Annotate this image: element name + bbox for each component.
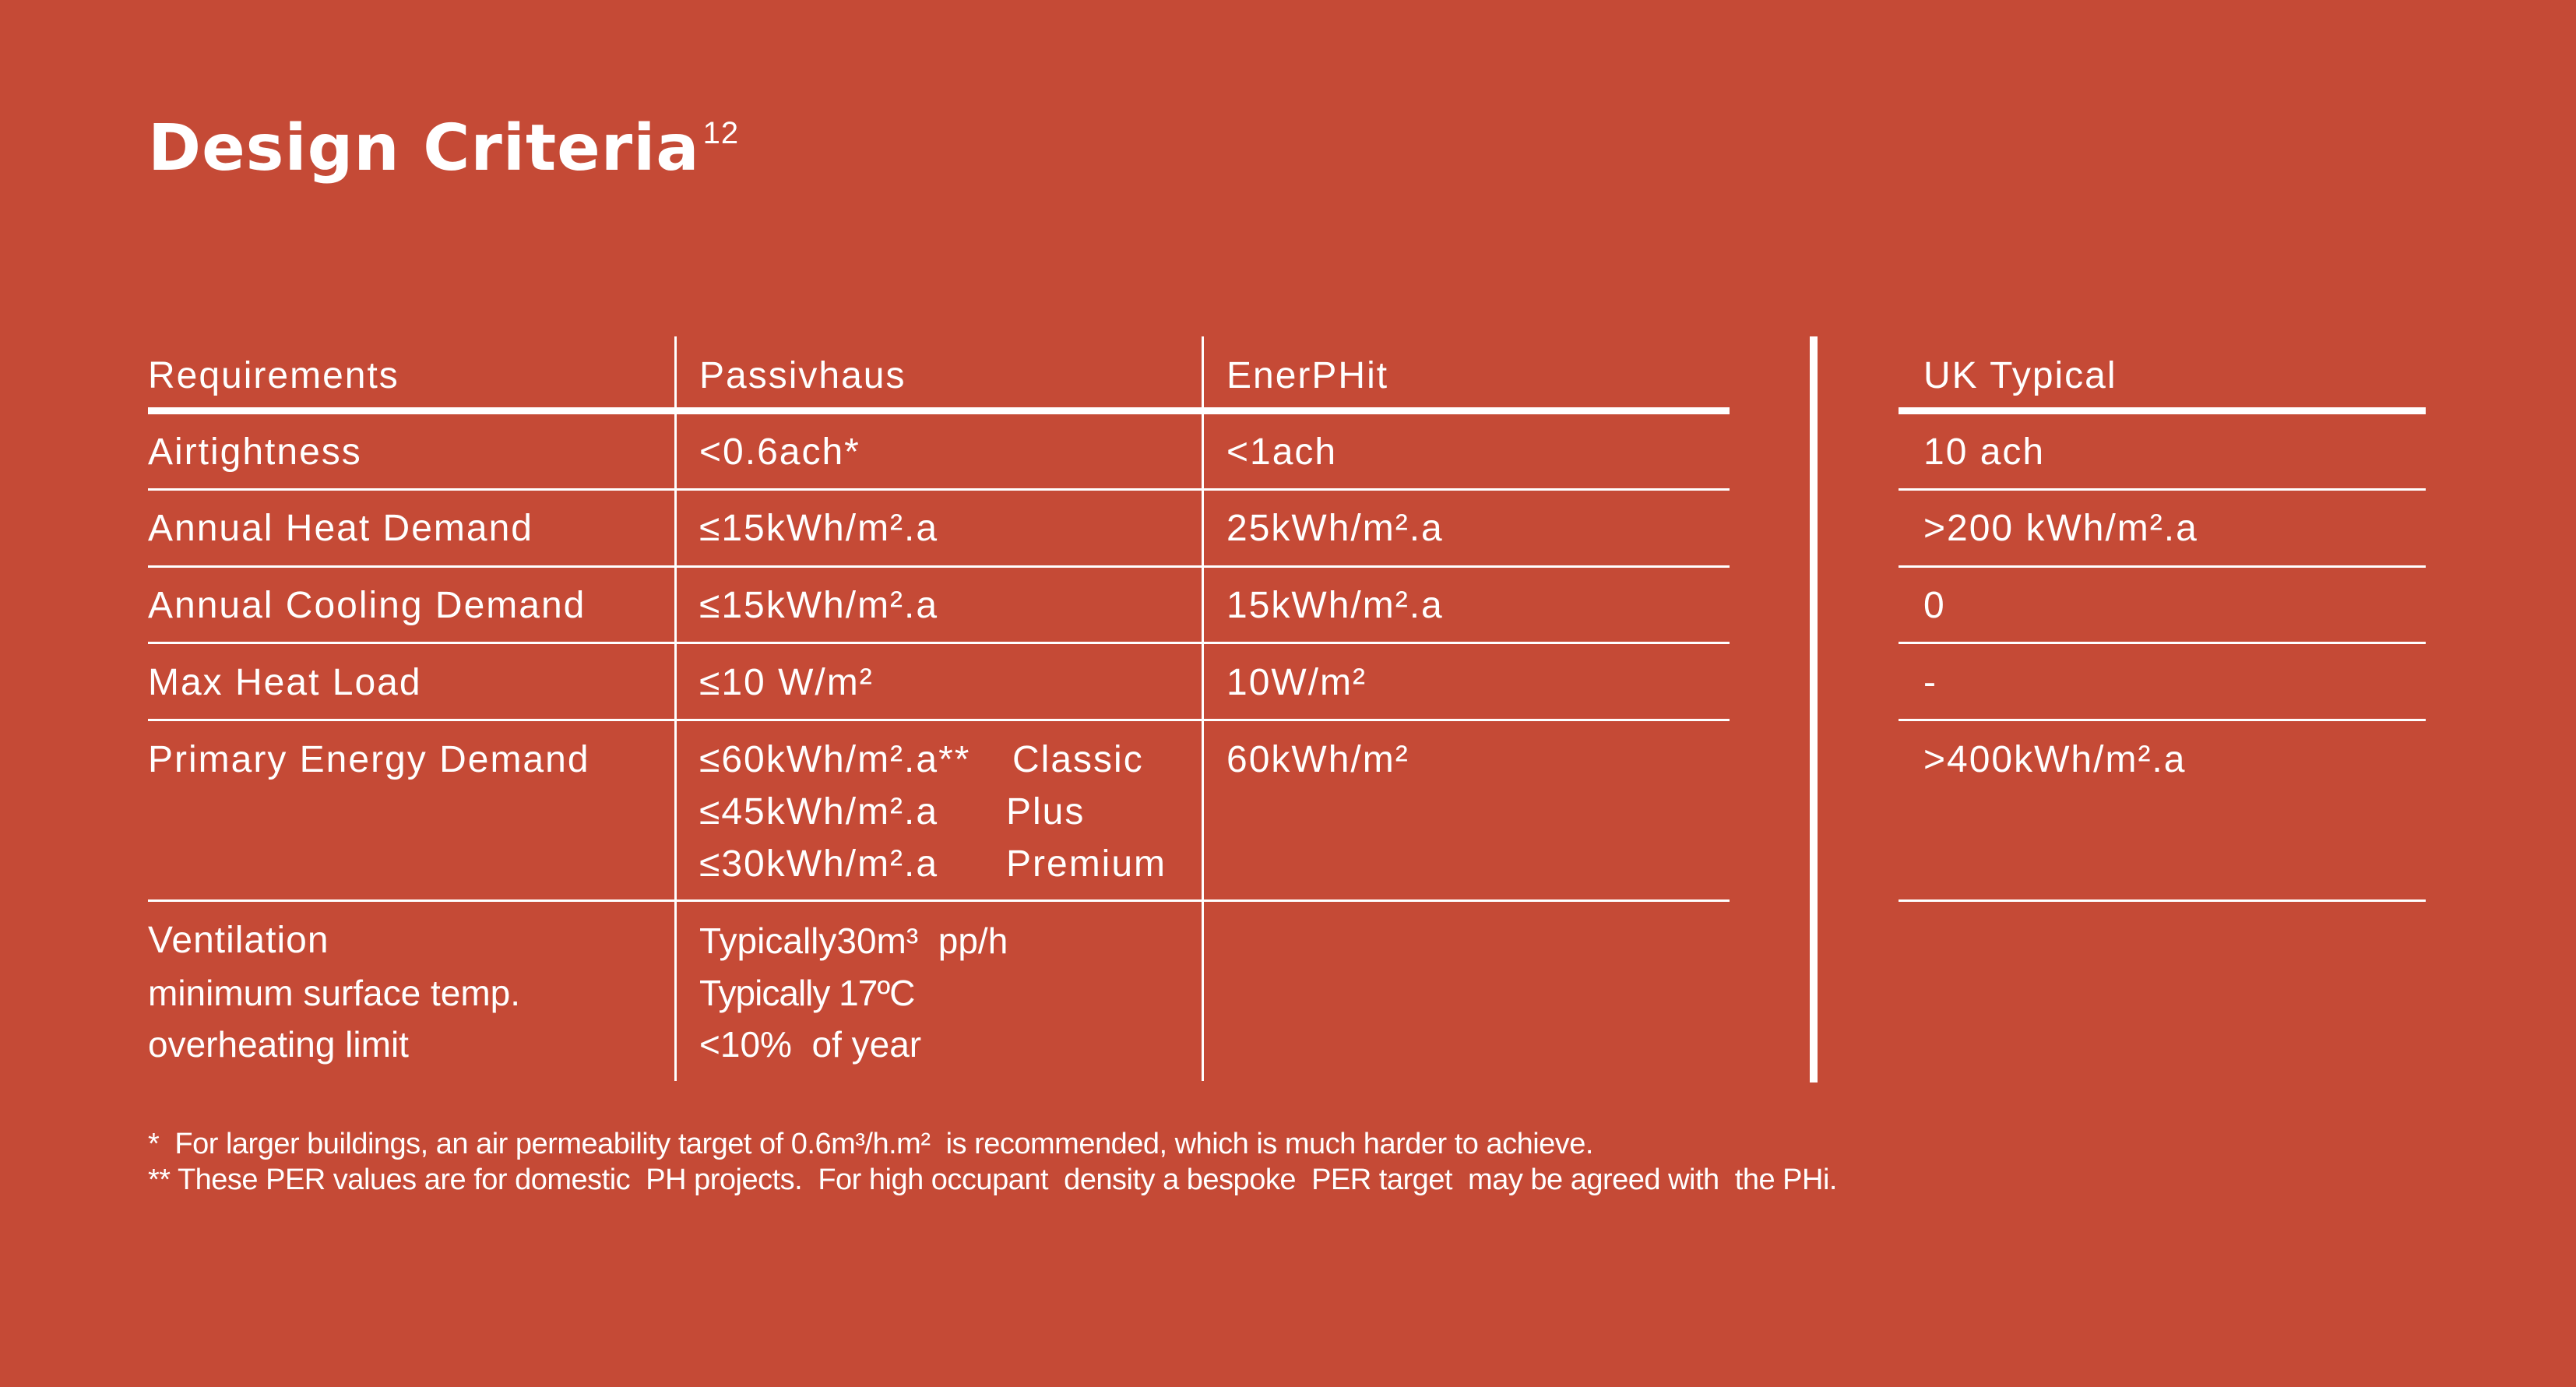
per-value: ≤60kWh/m².a** bbox=[699, 739, 971, 780]
per-value: ≤45kWh/m².a bbox=[699, 791, 939, 833]
row-rule bbox=[148, 719, 1730, 721]
header-enerphit: EnerPHit bbox=[1226, 355, 1389, 396]
table-cell: <1ach bbox=[1226, 431, 1338, 473]
title-reference: 12 bbox=[702, 116, 740, 150]
table-row-label: Primary Energy Demand bbox=[148, 739, 590, 780]
per-value: ≤30kWh/m².a bbox=[699, 843, 939, 885]
column-divider bbox=[674, 336, 677, 1081]
table-cell: - bbox=[1923, 662, 1937, 703]
table-cell: ≤15kWh/m².a bbox=[699, 508, 939, 549]
header-requirements: Requirements bbox=[148, 355, 399, 396]
row-rule bbox=[1899, 642, 2426, 644]
uk-separator bbox=[1810, 336, 1818, 1082]
row-rule bbox=[1899, 899, 2426, 902]
table-cell: >200 kWh/m².a bbox=[1923, 508, 2198, 549]
footnotes bbox=[148, 1126, 1837, 1198]
table-cell: 15kWh/m².a bbox=[1226, 585, 1444, 626]
row-rule bbox=[148, 565, 1730, 568]
table-cell: <0.6ach* bbox=[699, 431, 860, 473]
row-rule bbox=[148, 899, 1730, 902]
row-rule bbox=[1899, 565, 2426, 568]
row-rule bbox=[148, 488, 1730, 491]
footnote: * For larger buildings, an air permeability target of 0.6m³/h.m² is recommended, which is much harder to achieve. bbox=[148, 1128, 1593, 1160]
table-cell: ≤10 W/m² bbox=[699, 662, 874, 703]
header-rule-uk bbox=[1899, 407, 2426, 414]
header-rule bbox=[148, 407, 1730, 414]
per-tier: Premium bbox=[1006, 843, 1167, 885]
table-row-label: Annual Cooling Demand bbox=[148, 585, 586, 626]
table-row-label: Ventilation bbox=[148, 920, 329, 961]
header-passivhaus: Passivhaus bbox=[699, 355, 906, 396]
table-cell: Typically30m³ pp/h bbox=[699, 921, 1008, 961]
header-uk-typical: UK Typical bbox=[1923, 355, 2117, 396]
column-divider bbox=[1202, 336, 1204, 1081]
table-cell: 10W/m² bbox=[1226, 662, 1367, 703]
table-row-label: Airtightness bbox=[148, 431, 362, 473]
table-cell: 0 bbox=[1923, 585, 1946, 626]
per-tier: Classic bbox=[1012, 739, 1144, 780]
row-rule bbox=[1899, 719, 2426, 721]
table-row-label: overheating limit bbox=[148, 1024, 409, 1065]
table-cell: ≤15kWh/m².a bbox=[699, 585, 939, 626]
table-cell: <10% of year bbox=[699, 1024, 922, 1065]
table-cell: 60kWh/m² bbox=[1226, 739, 1409, 780]
table-row-label: minimum surface temp. bbox=[148, 973, 521, 1013]
table-cell: >400kWh/m².a bbox=[1923, 739, 2187, 780]
footnote: ** These PER values are for domestic PH projects. For high occupant density a bespoke PER target may be agreed with the PHi. bbox=[148, 1163, 1837, 1196]
table-cell: 10 ach bbox=[1923, 431, 2046, 473]
table-cell: 25kWh/m².a bbox=[1226, 508, 1444, 549]
page-title bbox=[148, 111, 740, 185]
table-cell: Typically 17ºC bbox=[699, 973, 915, 1013]
row-rule bbox=[148, 642, 1730, 644]
title-text: Design Criteria bbox=[148, 111, 700, 185]
per-tier: Plus bbox=[1006, 791, 1086, 833]
table-row-label: Annual Heat Demand bbox=[148, 508, 533, 549]
row-rule bbox=[1899, 488, 2426, 491]
table-row-label: Max Heat Load bbox=[148, 662, 422, 703]
